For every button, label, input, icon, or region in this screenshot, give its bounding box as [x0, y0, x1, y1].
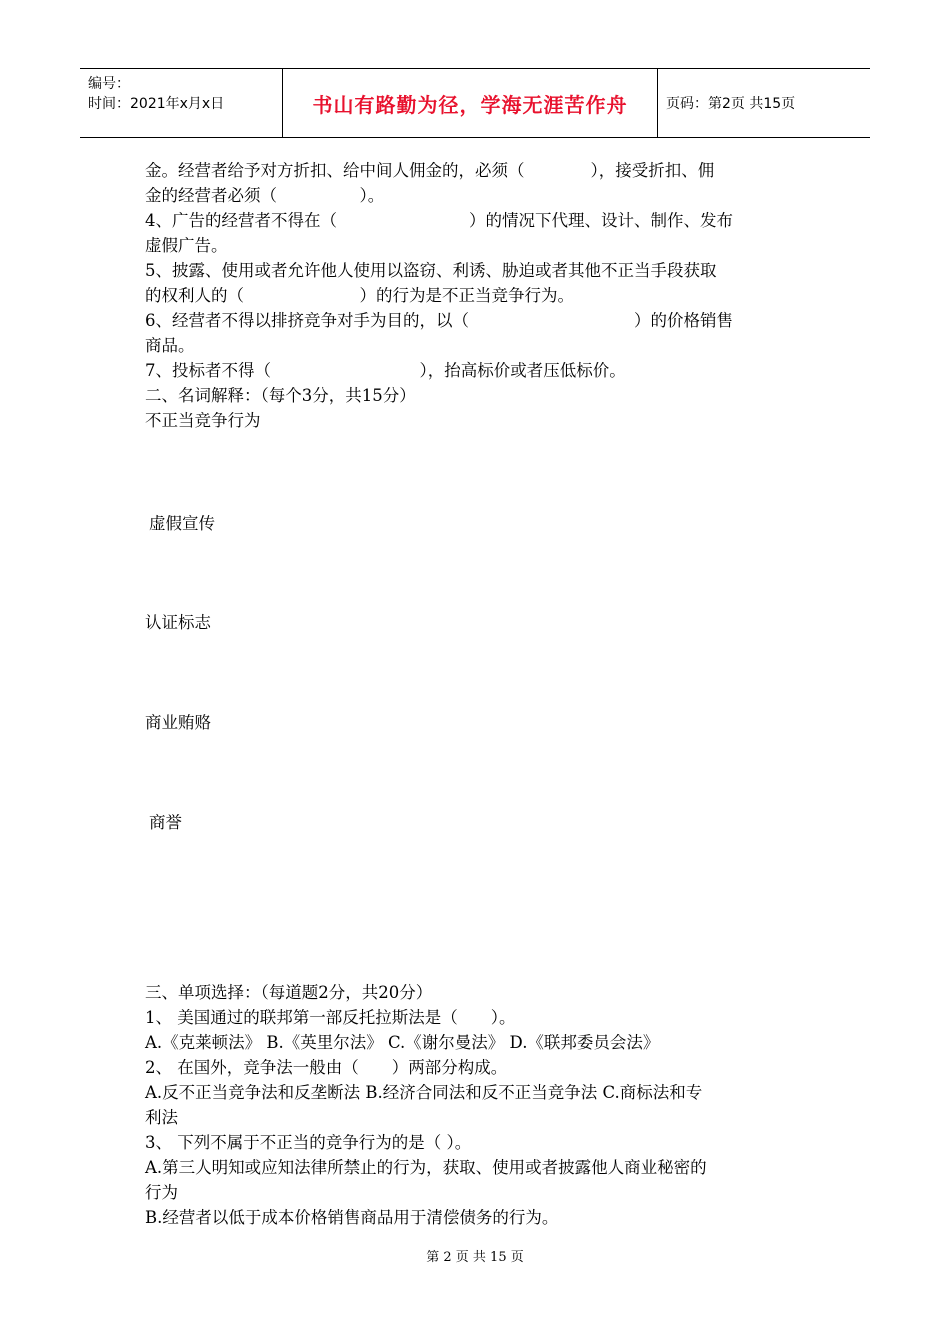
page-header: [80, 68, 870, 138]
page-footer: 第 2 页 共 15 页: [426, 1250, 524, 1265]
options-line: B.经营者以低于成本价格销售商品用于清偿债务的行为。: [145, 1208, 559, 1227]
section-heading: 三、单项选择：（每道题2分，共20分）: [145, 983, 433, 1002]
header-left-cell: [80, 69, 282, 137]
body-line: 虚假广告。: [145, 236, 228, 255]
options-line: A.《克莱顿法》 B.《英里尔法》 C.《谢尔曼法》 D.《联邦委员会法》: [145, 1033, 660, 1052]
fill-in-questions: [145, 158, 807, 433]
body-line: 金的经营者必须（ ）。: [145, 186, 385, 205]
term-heading: 商誉: [149, 813, 182, 832]
body-line: 4、广告的经营者不得在（ ）的情况下代理、设计、制作、发布: [145, 211, 733, 230]
choice-questions: [145, 980, 807, 1230]
body-line: 6、经营者不得以排挤竞争对手为目的，以（ ）的价格销售: [145, 311, 733, 330]
page-info: 页码：第2页 共15页: [666, 96, 796, 112]
body-line: 的权利人的（ ）的行为是不正当竞争行为。: [145, 286, 574, 305]
body-line: 5、披露、使用或者允许他人使用以盗窃、利诱、胁迫或者其他不正当手段获取: [145, 261, 717, 280]
options-line: A.第三人明知或应知法律所禁止的行为，获取、使用或者披露他人商业秘密的: [145, 1158, 707, 1177]
question-line: 1、 美国通过的联邦第一部反托拉斯法是（ ）。: [145, 1008, 516, 1027]
date-label: 时间：2021年x月x日: [88, 96, 225, 112]
term-heading: 不正当竞争行为: [145, 411, 261, 430]
motto: 书山有路勤为径，学海无涯苦作舟: [312, 92, 628, 117]
term-heading: 商业贿赂: [145, 713, 211, 732]
term-heading: 虚假宣传: [149, 514, 215, 533]
body-line: 金。经营者给予对方折扣、给中间人佣金的，必须（ ），接受折扣、佣: [145, 161, 715, 180]
header-page-cell: [656, 69, 870, 137]
section-heading: 二、名词解释：（每个3分，共15分）: [145, 386, 416, 405]
options-line: 利法: [145, 1108, 178, 1127]
options-line: 行为: [145, 1183, 178, 1202]
body-line: 商品。: [145, 336, 195, 355]
term-heading: 认证标志: [145, 613, 211, 632]
header-motto-cell: [282, 69, 658, 137]
number-label: 编号：: [88, 76, 130, 92]
question-line: 2、 在国外，竞争法一般由（ ）两部分构成。: [145, 1058, 508, 1077]
options-line: A.反不正当竞争法和反垄断法 B.经济合同法和反不正当竞争法 C.商标法和专: [145, 1083, 703, 1102]
question-line: 3、 下列不属于不正当的竞争行为的是（ ）。: [145, 1133, 472, 1152]
body-line: 7、投标者不得（ ），抬高标价或者压低标价。: [145, 361, 626, 380]
